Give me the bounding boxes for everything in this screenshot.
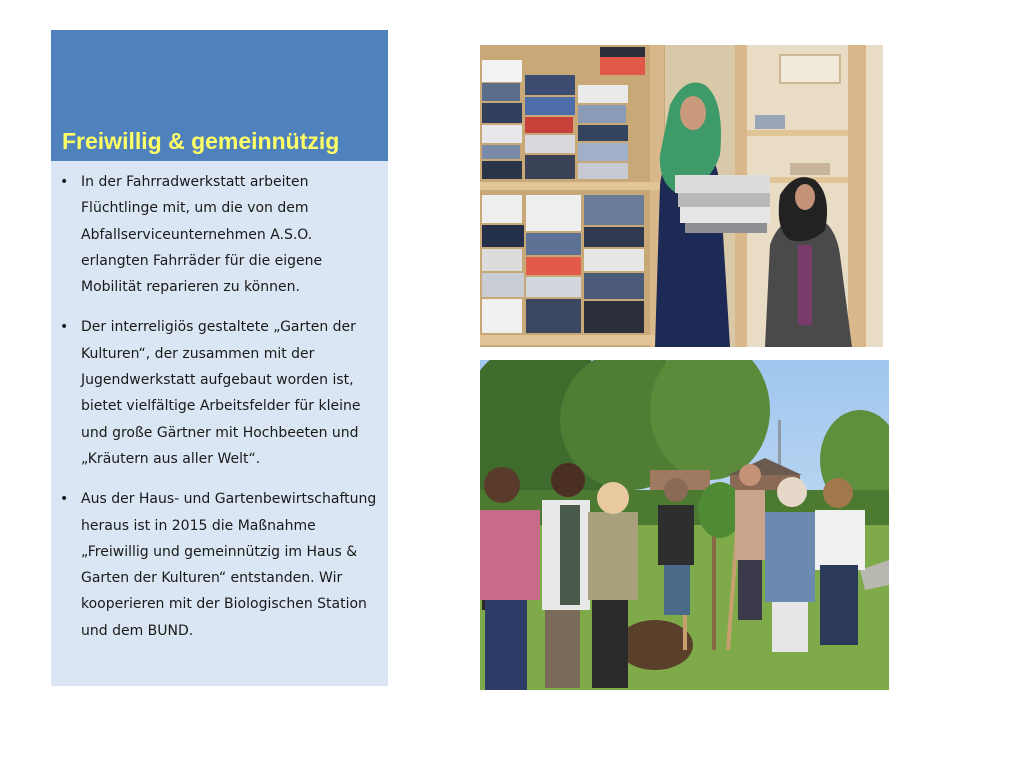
bullet-line: Mobilität reparieren zu können.	[81, 279, 300, 296]
bullet-item	[51, 169, 388, 300]
bullet-item	[51, 314, 388, 472]
text-panel	[51, 30, 388, 686]
title-banner	[51, 30, 388, 161]
bullet-line: „Freiwillig und gemeinnützig im Haus &	[81, 543, 358, 560]
bullet-line: „Kräutern aus aller Welt“.	[81, 450, 261, 467]
bullet-line: und große Gärtner mit Hochbeeten und	[81, 424, 359, 441]
bullet-list	[51, 169, 388, 658]
clothing-shelves-photo	[480, 45, 883, 347]
bullet-line: Garten der Kulturen“ entstanden. Wir	[81, 570, 343, 587]
bullet-line: kooperieren mit der Biologischen Station	[81, 596, 367, 613]
bullet-line: Jugendwerkstatt aufgebaut worden ist,	[81, 372, 354, 389]
bullet-line: Der interreligiös gestaltete „Garten der	[81, 319, 356, 336]
bullet-line: Aus der Haus- und Gartenbewirtschaftung	[81, 491, 377, 508]
bullet-line: erlangten Fahrräder für die eigene	[81, 252, 323, 269]
bullet-line: und dem BUND.	[81, 622, 194, 639]
bullet-line: In der Fahrradwerkstatt arbeiten	[81, 174, 309, 190]
slide-title: Freiwillig & gemeinnützig	[62, 128, 340, 154]
bullet-item	[51, 486, 388, 644]
bullet-marker: •	[60, 319, 69, 336]
bullet-marker: •	[60, 174, 69, 190]
bullet-line: Kulturen“, der zusammen mit der	[81, 345, 315, 362]
bullet-line: heraus ist in 2015 die Maßnahme	[81, 517, 316, 534]
bullet-marker: •	[60, 491, 69, 508]
garden-tree-planting-photo	[480, 360, 889, 690]
bullet-line: bietet vielfältige Arbeitsfelder für kleine	[81, 398, 361, 415]
bullet-line: Abfallserviceunternehmen A.S.O.	[81, 226, 313, 243]
bullet-line: Flüchtlinge mit, um die von dem	[81, 200, 309, 217]
